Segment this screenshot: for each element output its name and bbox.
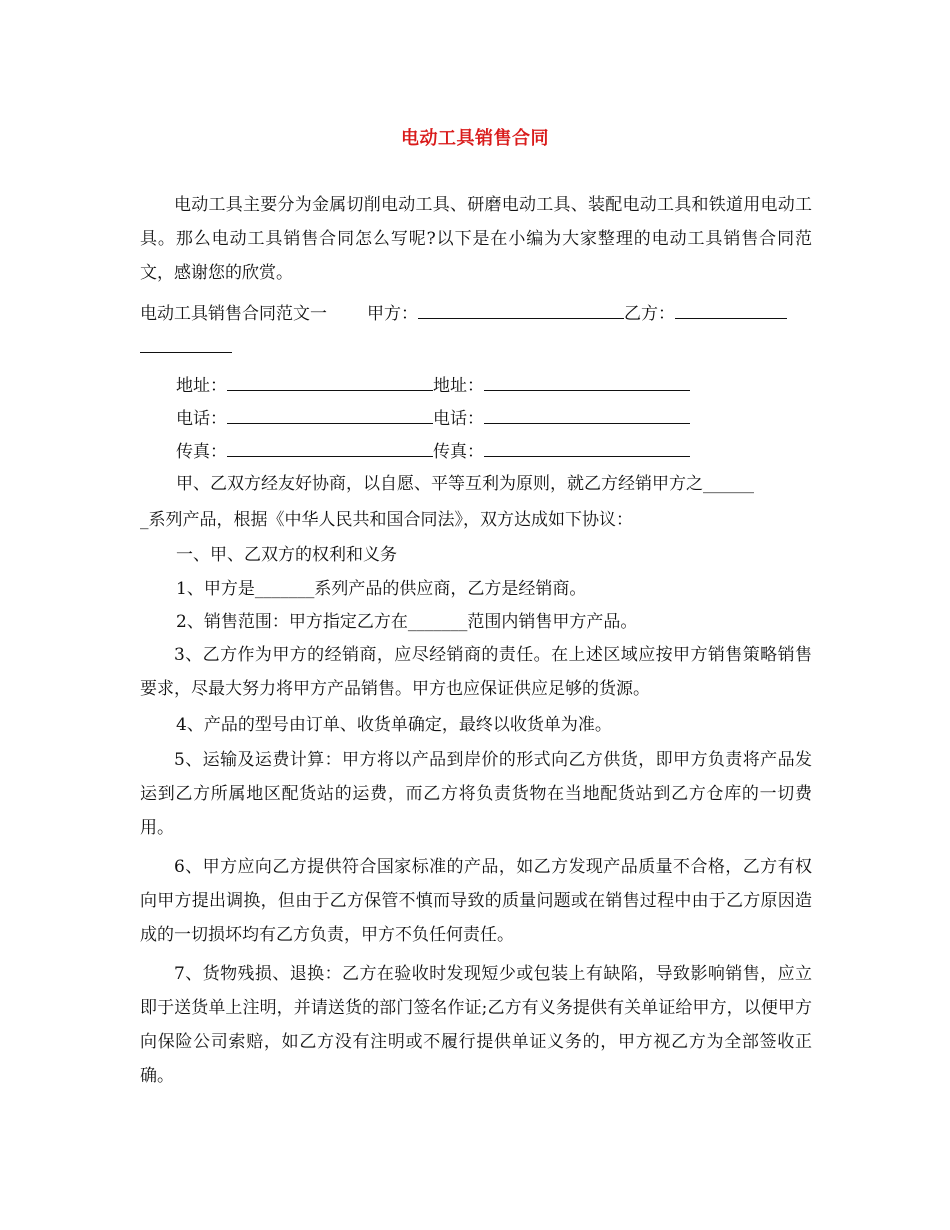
party-b-blank — [675, 296, 787, 319]
party-a-blank — [418, 296, 624, 319]
fax-b-label: 传真： — [433, 442, 484, 462]
address-a-label: 地址： — [176, 376, 227, 396]
clause-3: 3、乙方作为甲方的经销商，应尽经销商的责任。在上述区域应按甲方销售策略销售要求，尽最大努力将甲方产品销售。甲方也应保证供应足够的货源。 — [140, 645, 812, 699]
party-b-blank-continuation — [140, 330, 232, 365]
phone-row — [176, 401, 690, 436]
clause-1: 1、甲方是_______系列产品的供应商，乙方是经销商。 — [176, 579, 587, 599]
address-a-blank — [227, 368, 433, 391]
parties-line — [140, 296, 787, 331]
section-heading: 一、甲、乙双方的权利和义务 — [176, 545, 397, 565]
phone-b-label: 电话： — [433, 409, 484, 429]
phone-b-blank — [484, 401, 690, 424]
fax-a-blank — [227, 434, 433, 457]
phone-a-blank — [227, 401, 433, 424]
clause-5: 5、运输及运费计算：甲方将以产品到岸价的形式向乙方供货，即甲方负责将产品发运到乙方所属地区配货站的运费，而乙方将负责货物在当地配货站到乙方仓库的一切费用。 — [140, 750, 812, 838]
preamble-line-1: 甲、乙双方经友好协商，以自愿、平等互利为原则，就乙方经销甲方之______ — [176, 474, 754, 494]
fax-b-blank — [484, 434, 690, 457]
address-row — [176, 368, 690, 403]
intro-paragraph: 电动工具主要分为金属切削电动工具、研磨电动工具、装配电动工具和铁道用电动工具。那么电动工具销售合同怎么写呢?以下是在小编为大家整理的电动工具销售合同范文，感谢您的欣赏。 — [140, 195, 812, 283]
clause-4: 4、产品的型号由订单、收货单确定，最终以收货单为准。 — [176, 715, 612, 735]
address-b-blank — [484, 368, 690, 391]
fax-row — [176, 434, 690, 469]
party-b-blank-2 — [140, 330, 232, 353]
sample-label: 电动工具销售合同范文一 — [140, 304, 327, 324]
address-b-label: 地址： — [433, 376, 484, 396]
phone-a-label: 电话： — [176, 409, 227, 429]
document-title: 电动工具销售合同 — [401, 128, 549, 149]
clause-2: 2、销售范围：甲方指定乙方在_______范围内销售甲方产品。 — [176, 612, 638, 632]
clause-7: 7、货物残损、退换：乙方在验收时发现短少或包装上有缺陷，导致影响销售，应立即于送货单上注明，并请送货的部门签名作证;乙方有义务提供有关单证给甲方，以便甲方向保险公司索赔，如乙方没有注明或不履行提供单证义务的，甲方视乙方为全部签收正确。 — [140, 964, 812, 1086]
party-a-label: 甲方： — [367, 304, 418, 324]
fax-a-label: 传真： — [176, 442, 227, 462]
clause-6: 6、甲方应向乙方提供符合国家标准的产品，如乙方发现产品质量不合格，乙方有权向甲方提出调换，但由于乙方保管不慎而导致的质量问题或在销售过程中由于乙方原因造成的一切损坏均有乙方负责，甲方不负任何责任。 — [140, 857, 812, 945]
preamble-line-2: _系列产品，根据《中华人民共和国合同法》，双方达成如下协议： — [140, 510, 633, 530]
party-b-label: 乙方： — [624, 304, 675, 324]
